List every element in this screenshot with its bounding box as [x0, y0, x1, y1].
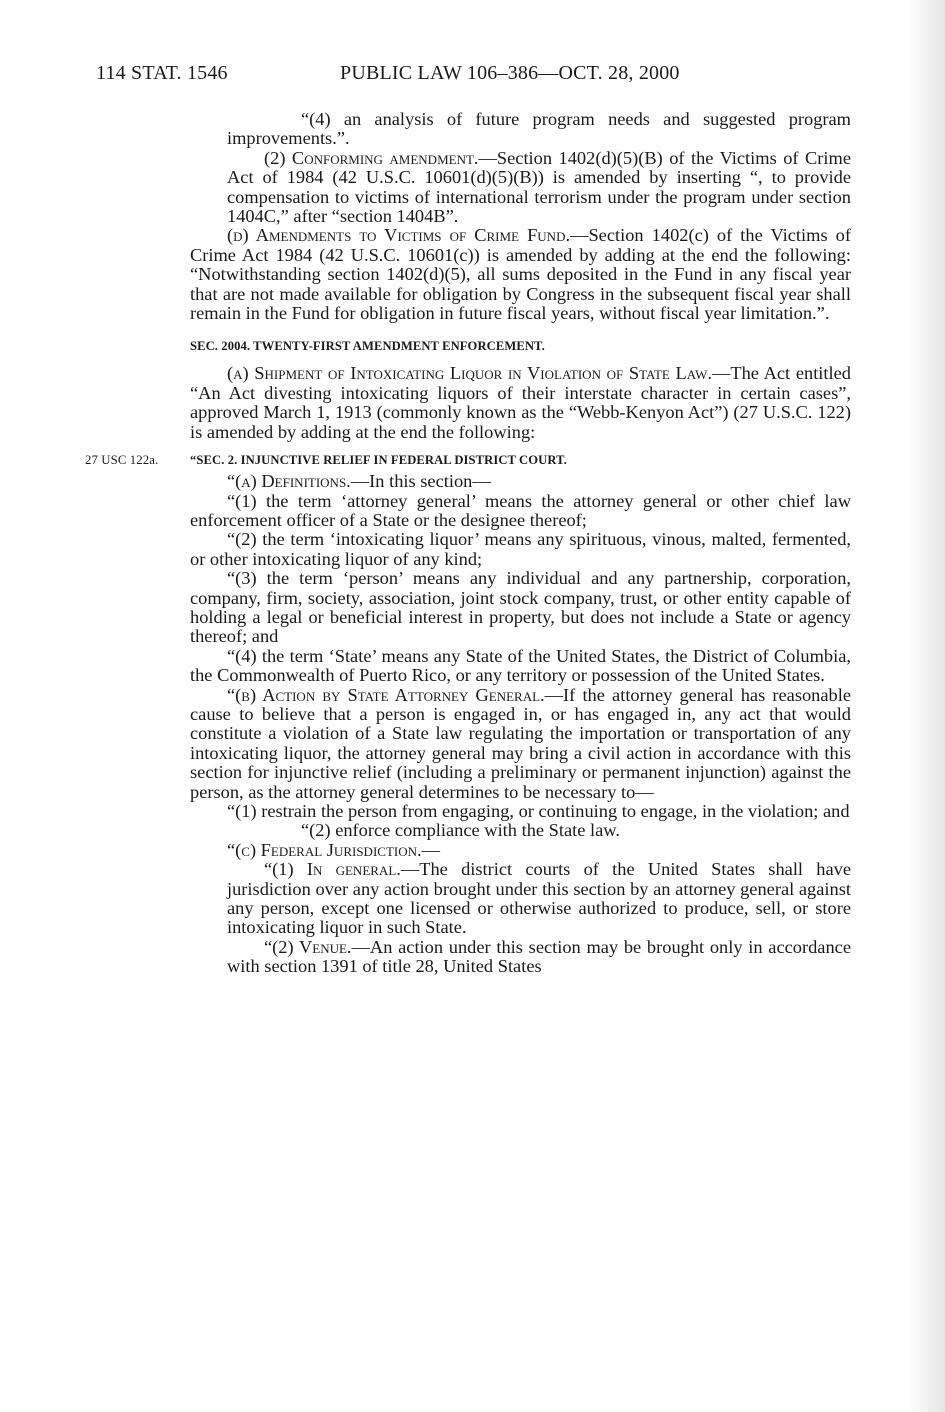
- definition-state: “(4) the term ‘State’ means any State of the United States, the District of Columbia, the Commonwealth of Puerto Rico, or any territory or possession of the United States.: [190, 645, 851, 686]
- paragraph-text: —The district courts of the United States shall have jurisdiction over any action brought under this section by an attorney general against any person, except one licensed or otherwise authorized to produce, sell, or store intoxicating liquor in such State.: [227, 859, 851, 938]
- paragraph-shipment: [190, 364, 851, 442]
- paragraph-text: —An action under this section may be brought only in accordance with section 1391 of title 28, United States: [227, 936, 851, 977]
- paragraph-text: —In this section—: [350, 471, 491, 492]
- statute-page-number: 114 STAT. 1546: [96, 62, 228, 84]
- paragraph-text: —Section 1402(c) of the Victims of Crime Act 1984 (42 U.S.C. 10601(c)) is amended by adding at the end the following: “Notwithstanding section 1402(d)(5), all sums deposited in the Fund in any fiscal year that are not made available for obligation by Congress in the subsequent fiscal year shall remain in the Fund for obligation in future fiscal years, without fiscal year limitation.”.: [190, 225, 851, 324]
- paragraph-heading: “(1) In general.: [264, 859, 401, 880]
- paragraph-venue: [227, 938, 851, 977]
- paragraph-text: —The Act entitled “An Act divesting intoxicating liquors of their interstate character in certain cases”, approved March 1, 1913 (commonly known as the “Webb-Kenyon Act”) (27 U.S.C. 122) is amended by adding at the end the following:: [190, 363, 851, 442]
- section-2-title: “SEC. 2. INJUNCTIVE RELIEF IN FEDERAL DISTRICT COURT.: [190, 453, 567, 468]
- document-body: [85, 109, 851, 977]
- running-header: [96, 62, 856, 88]
- paragraph-heading: (d) Amendments to Victims of Crime Fund.: [227, 225, 571, 246]
- section-2-heading: [85, 452, 851, 468]
- paragraph-definitions: [190, 472, 851, 491]
- item-restrain: “(1) restrain the person from engaging, or continuing to engage, in the violation; and: [227, 801, 850, 821]
- definition-person: “(3) the term ‘person’ means any individual and any partnership, corporation, company, firm, society, association, joint stock company, trust, or other entity capable of holding a legal or beneficial interest in property, but does not include a State or agency thereof; and: [190, 568, 851, 647]
- paragraph-federal-jurisdiction: [190, 841, 851, 860]
- paragraph-action-attorney-general: [190, 686, 851, 802]
- definition-attorney-general: “(1) the term ‘attorney general’ means the attorney general or other chief law enforcement officer of a State or the designee thereof;: [190, 490, 851, 530]
- paragraph-text: —Section 1402(d)(5)(B) of the Victims of Crime Act of 1984 (42 U.S.C. 10601(d)(5)(B)) is amended by inserting “, to provide compensation to victims of international terrorism under the program under section 1404C,” after “section 1404B”.: [227, 147, 851, 227]
- margin-note: 27 USC 122a.: [85, 453, 159, 468]
- paragraph-in-general: [227, 860, 851, 938]
- definition-intoxicating-liquor: “(2) the term ‘intoxicating liquor’ means any spirituous, vinous, malted, fermented, or other intoxicating liquor of any kind;: [190, 529, 851, 569]
- section-2004-heading: SEC. 2004. TWENTY-FIRST AMENDMENT ENFORCEMENT.: [190, 339, 545, 354]
- paragraph-text: —: [421, 839, 440, 860]
- item-enforce: “(2) enforce compliance with the State law.: [301, 820, 620, 841]
- paragraph-program-needs: “(4) an analysis of future program needs and suggested program improvements.”.: [227, 109, 851, 149]
- paragraph-heading: (a) Shipment of Intoxicating Liquor in Violation of State Law.: [227, 363, 712, 384]
- public-law-citation: PUBLIC LAW 106–386—OCT. 28, 2000: [340, 62, 680, 84]
- paragraph-heading: “(a) Definitions.: [227, 471, 351, 492]
- paragraph-heading: “(b) Action by State Attorney General.: [227, 684, 545, 705]
- paragraph-heading: “(c) Federal Jurisdiction.: [227, 839, 422, 860]
- paragraph-heading: (2) Conforming amendment.: [264, 147, 479, 168]
- paragraph-victims-fund: [190, 226, 851, 323]
- paragraph-heading: “(2) Venue.: [264, 936, 352, 957]
- paragraph-conforming-amendment: [227, 149, 851, 227]
- paragraph-text: —If the attorney general has reasonable cause to believe that a person is engaged in, or has engaged in, any act that would constitute a violation of a State law regulating the importation or transportation of any intoxicating liquor, the attorney general may bring a civil action in accordance with this section for injunctive relief (including a preliminary or permanent injunction) against the person, as the attorney general determines to be necessary to—: [190, 684, 851, 802]
